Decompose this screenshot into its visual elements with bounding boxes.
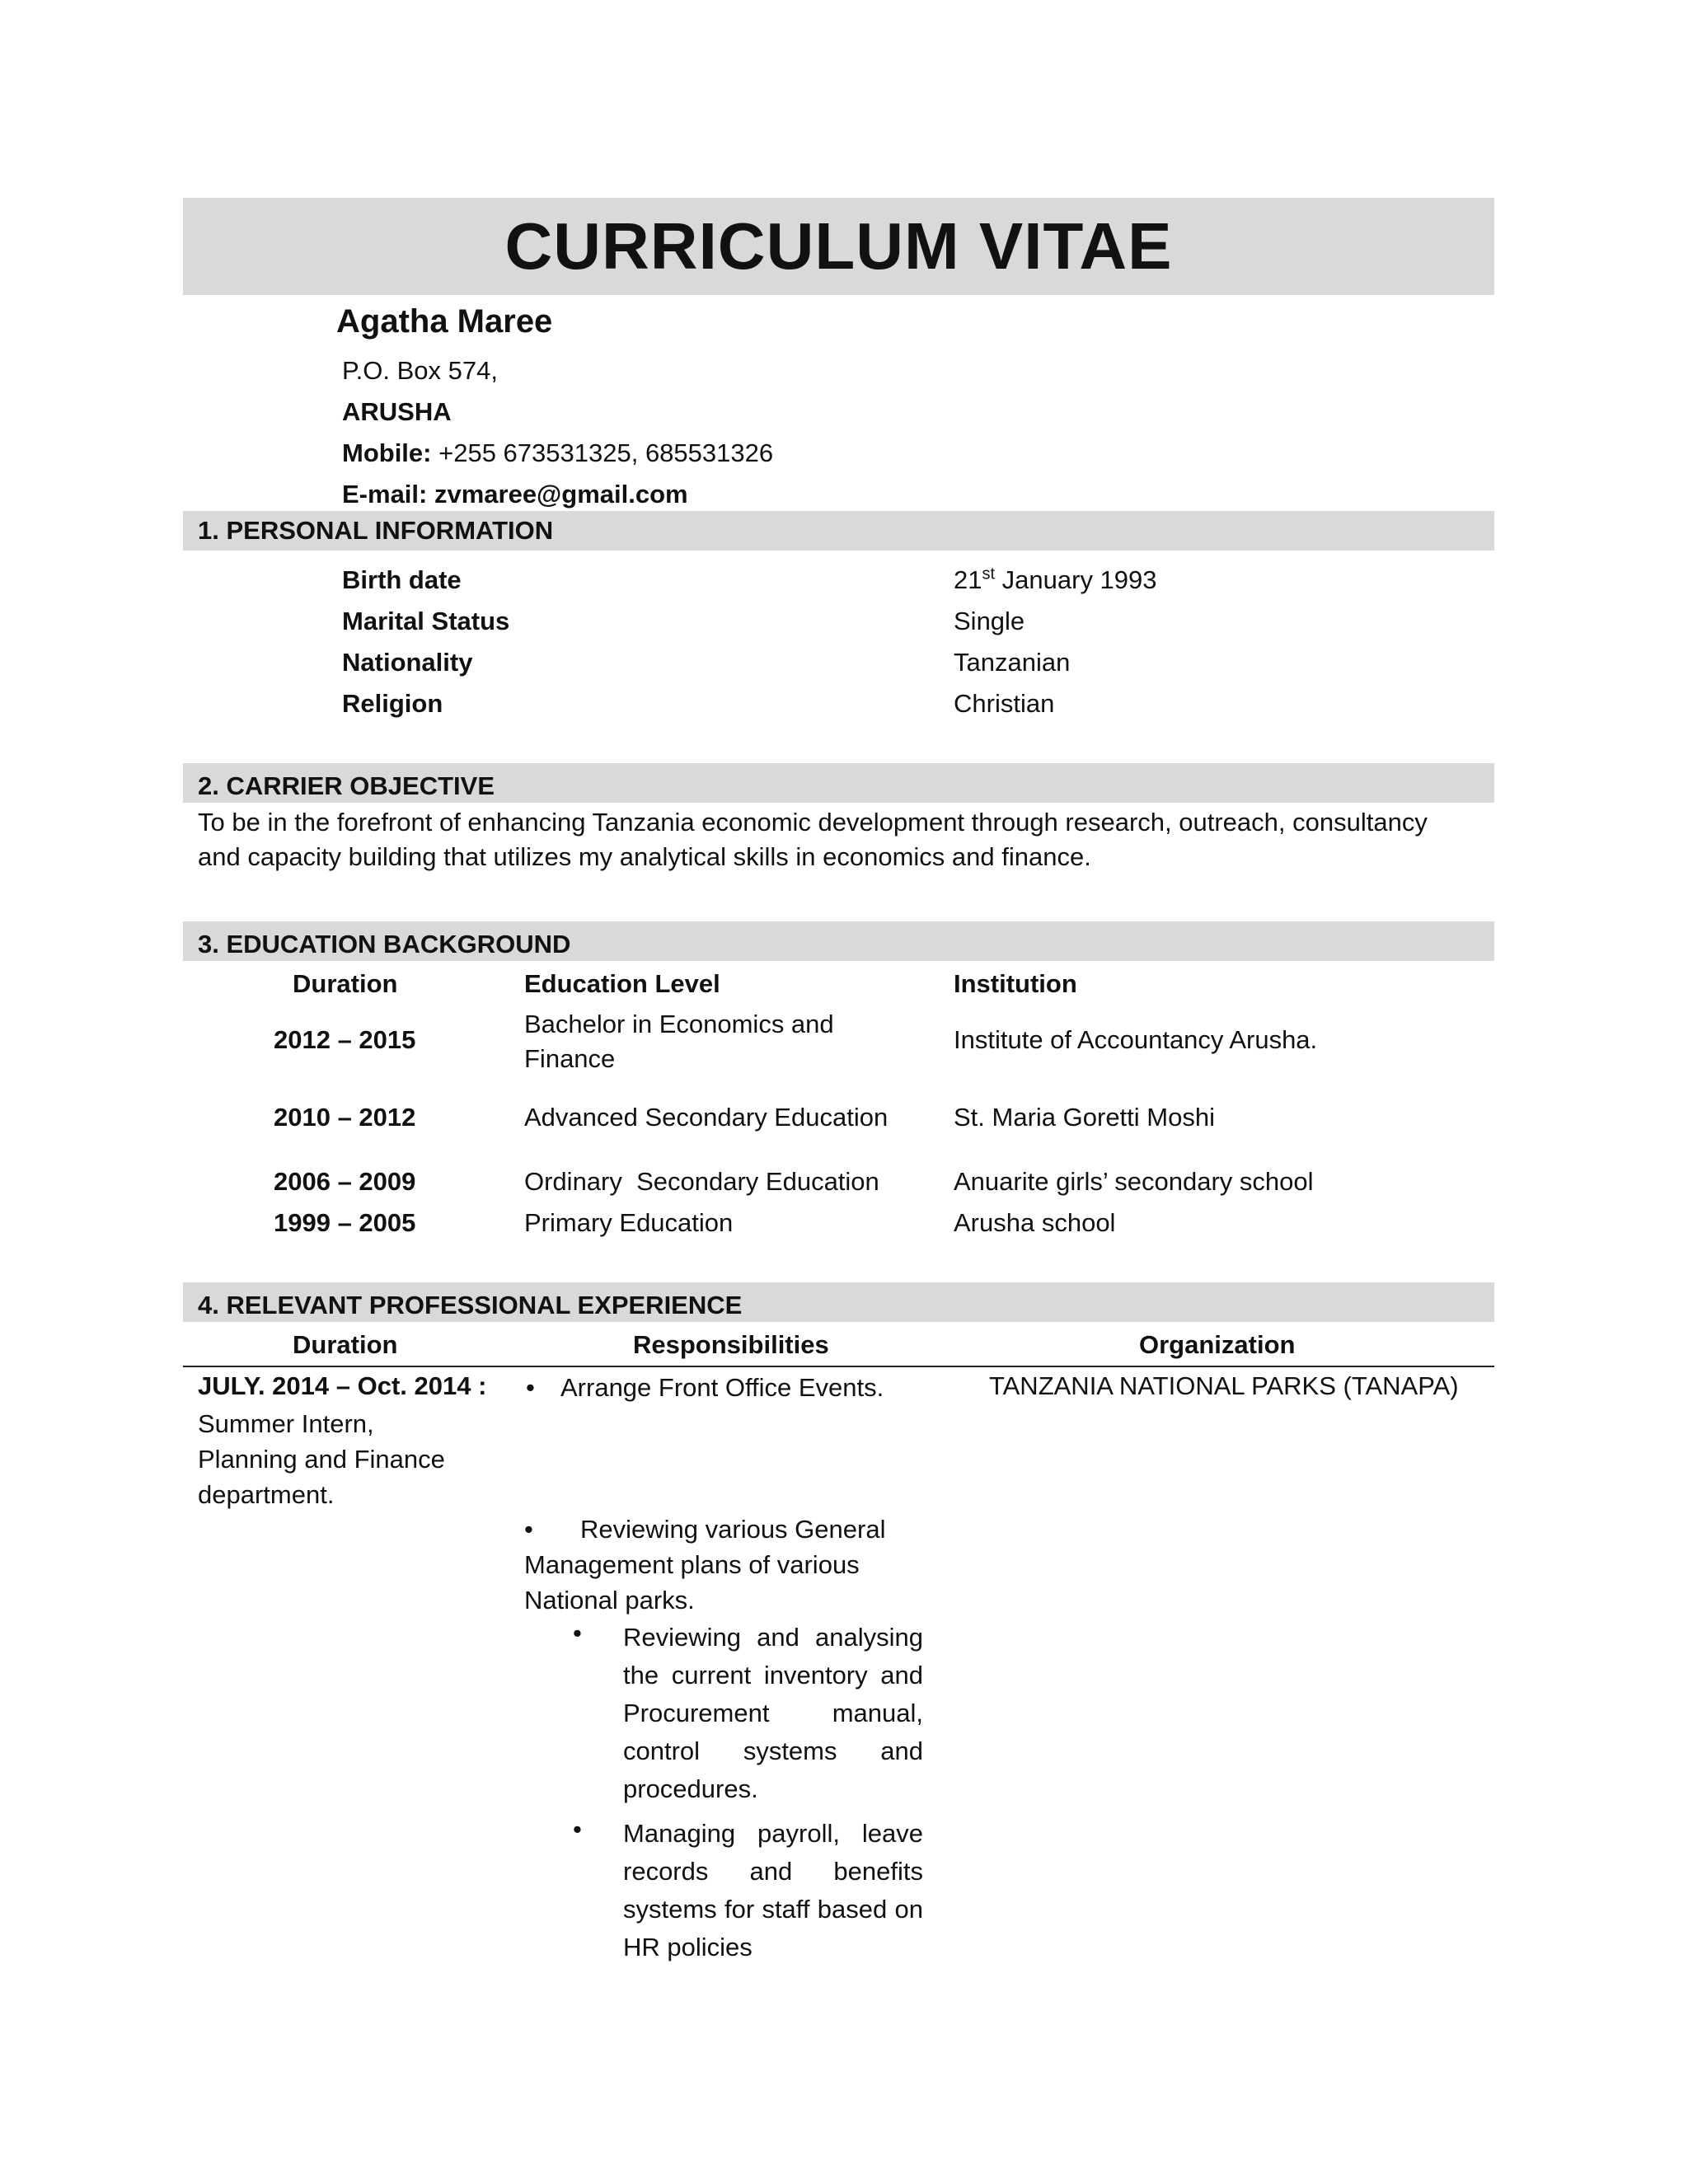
personal-value-religion: Christian	[954, 689, 1055, 718]
responsibility-item-2-block	[524, 1511, 903, 1618]
responsibility-item-1: Arrange Front Office Events.	[560, 1373, 884, 1402]
objective-text-line2: and capacity building that utilizes my analytical skills in economics and finance.	[198, 842, 1091, 871]
experience-col-duration: Duration	[293, 1330, 398, 1359]
personal-value-birth-date	[954, 565, 1157, 595]
education-col-institution: Institution	[954, 969, 1077, 998]
education-row-3-institution: Anuarite girls’ secondary school	[954, 1167, 1314, 1196]
experience-col-organization: Organization	[1139, 1330, 1296, 1359]
responsibility-bullet-4: •	[573, 1815, 582, 1844]
education-row-1-institution: Institute of Accountancy Arusha.	[954, 1025, 1318, 1054]
experience-role: Summer Intern, Planning and Finance department.	[198, 1409, 445, 1509]
education-col-level: Education Level	[524, 969, 720, 998]
education-row-4-institution: Arusha school	[954, 1208, 1116, 1237]
objective-section-heading: 2. CARRIER OBJECTIVE	[198, 771, 495, 800]
personal-value-marital-status: Single	[954, 607, 1025, 635]
candidate-name: Agatha Maree	[336, 303, 553, 340]
personal-label-nationality: Nationality	[342, 648, 473, 677]
email-line: E-mail: zvmaree@gmail.com	[342, 480, 688, 509]
personal-label-birth-date: Birth date	[342, 565, 462, 594]
education-row-4-duration: 1999 – 2005	[274, 1208, 416, 1237]
education-row-2-level: Advanced Secondary Education	[524, 1103, 889, 1132]
education-col-duration: Duration	[293, 969, 398, 998]
responsibility-item-3: Reviewing and analysing the current inventory and Procurement manual, control systems and procedures.	[623, 1623, 923, 1803]
document-title: CURRICULUM VITAE	[504, 209, 1173, 283]
experience-header-rule	[183, 1366, 1494, 1367]
responsibility-bullet-1: •	[526, 1373, 535, 1402]
birth-day-suffix: st	[982, 565, 996, 583]
responsibility-item-2: Reviewing various General Management plans of various National parks.	[524, 1515, 886, 1615]
education-section-heading: 3. EDUCATION BACKGROUND	[198, 930, 571, 958]
education-row-3-duration: 2006 – 2009	[274, 1167, 416, 1196]
responsibility-bullet-3: •	[573, 1619, 582, 1647]
education-row-4-level: Primary Education	[524, 1208, 734, 1237]
mobile-value: +255 673531325, 685531326	[431, 438, 774, 467]
personal-label-religion: Religion	[342, 689, 443, 718]
education-row-3-level: Ordinary Secondary Education	[524, 1167, 879, 1196]
personal-value-nationality: Tanzanian	[954, 648, 1071, 677]
birth-month-year: January 1993	[995, 565, 1157, 594]
education-row-1-level: Bachelor in Economics and Finance	[524, 1010, 834, 1073]
birth-day: 21	[954, 565, 982, 594]
experience-section-heading: 4. RELEVANT PROFESSIONAL EXPERIENCE	[198, 1291, 743, 1319]
experience-col-responsibilities: Responsibilities	[633, 1330, 829, 1359]
responsibility-item-4: Managing payroll, leave records and benefits systems for staff based on HR policies	[623, 1819, 923, 1961]
education-row-1-duration: 2012 – 2015	[274, 1025, 416, 1054]
objective-text-line1: To be in the forefront of enhancing Tanzania economic development through research, outreach, consultancy	[198, 808, 1428, 837]
experience-organization: TANZANIA NATIONAL PARKS (TANAPA)	[989, 1371, 1459, 1400]
responsibility-bullet-2: •	[524, 1515, 533, 1544]
personal-section-heading: 1. PERSONAL INFORMATION	[198, 516, 554, 545]
mobile-line	[342, 438, 773, 468]
education-row-2-duration: 2010 – 2012	[274, 1103, 416, 1132]
experience-period: JULY. 2014 – Oct. 2014 :	[198, 1371, 487, 1400]
address-line: P.O. Box 574,	[342, 356, 498, 385]
education-row-2-institution: St. Maria Goretti Moshi	[954, 1103, 1215, 1132]
personal-label-marital-status: Marital Status	[342, 607, 510, 635]
address-city: ARUSHA	[342, 397, 452, 426]
mobile-label: Mobile:	[342, 438, 432, 467]
